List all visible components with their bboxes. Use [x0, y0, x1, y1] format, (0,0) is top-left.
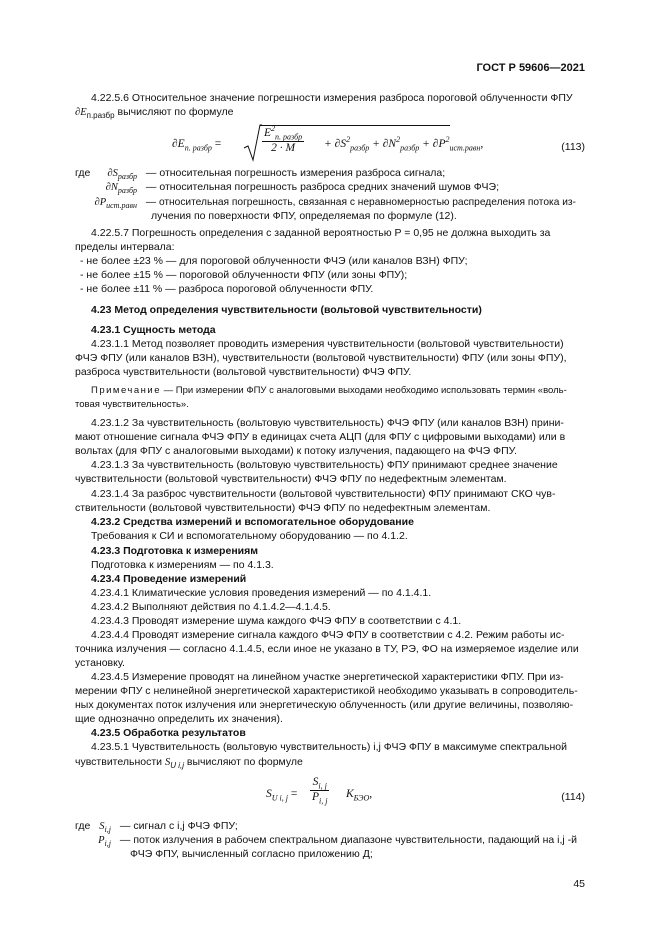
list-item: - не более ±15 % — пороговой облученности ФПУ (или зоны ФПУ); [80, 269, 408, 281]
fraction-den-sub: i, j [319, 795, 328, 805]
subsection-title-4-23-3: 4.23.3 Подготовка к измерениям [91, 545, 259, 557]
formula-113-tail: , [480, 138, 484, 150]
paragraph-4-23-4-1: 4.23.4.1 Климатические условия проведения измерений — по 4.1.4.1. [91, 587, 432, 599]
note [75, 384, 585, 398]
definition-row [75, 167, 585, 181]
paragraph-4-23-5-1: 4.23.5.1 Чувствительность (вольтовую чувствительность) i,j ФЧЭ ФПУ в максимуме спектральной [91, 741, 567, 753]
symbol-su: S [164, 757, 171, 768]
formula-113-term3: + ∂N [372, 138, 397, 150]
subsection-title-4-23-2: 4.23.2 Средства измерений и вспомогательное оборудование [91, 516, 414, 528]
paragraph-4-23-4-2: 4.23.4.2 Выполняют действия по 4.1.4.2—4.1.4.5. [91, 601, 331, 613]
symbol-su-sub: U i,j [170, 761, 184, 771]
def-prefix: где [75, 820, 91, 832]
paragraph-text: чувствительности [75, 756, 163, 768]
paragraph-4-22-5-7-cont: пределы интервала: [75, 241, 175, 253]
def-sub: разбр [117, 172, 137, 182]
list-item: - не более ±11 % — разброса пороговой облученности ФПУ. [80, 283, 374, 295]
paragraph-4-23-1-1-cont: разброса чувствительности (вольтовой чувствительности) ФЧЭ ФПУ. [75, 366, 412, 378]
paragraph-4-23-1-4-cont: ствительности (вольтовой чувствительности) ФЧЭ ФПУ по недефектным элементам. [75, 502, 491, 514]
formula-114-lhs: S [266, 788, 272, 800]
formula-114-lhs-sub: U i, j [271, 793, 288, 803]
equation-number-113: (113) [561, 141, 585, 153]
def-text: — относительная погрешность разброса средних значений шумов ФЧЭ; [145, 181, 499, 193]
symbol-de: ∂E [75, 107, 87, 118]
fraction-num-sub: п. разбр [275, 132, 303, 142]
def-symbol: ∂N [105, 182, 118, 193]
definition-row [75, 834, 585, 848]
paragraph-4-23-2: Требования к СИ и вспомогательному оборудованию — по 4.1.2. [91, 530, 408, 542]
fraction-den: 2 · M [271, 141, 296, 154]
formula-113-fraction [262, 124, 304, 155]
paragraph-4-23-1-1: 4.23.1.1 Метод позволяет проводить измерения чувствительности (вольтовой чувствительности) [91, 338, 564, 350]
paragraph-4-23-1-4: 4.23.1.4 За разброс чувствительности (вольтовой чувствительности) ФПУ принимают СКО чув- [91, 488, 556, 500]
formula-113-lhs-sub: п. разбр [184, 143, 212, 153]
formula-113-eq: = [214, 138, 222, 150]
def-text: — относительная погрешность, связанная с неравномерностью распределения потока из- [145, 197, 576, 208]
formula-113-term2: + ∂S [324, 138, 347, 150]
paragraph-4-23-4-3: 4.23.4.3 Проводят измерение шума каждого ФЧЭ ФПУ в соответствии с 4.1. [91, 615, 462, 627]
formula-114-tail: , [369, 788, 373, 800]
term4-sub: ист.равн [449, 143, 481, 153]
formula-114-k: K [346, 788, 354, 800]
paragraph-4-23-4-4: 4.23.4.4 Проводят измерение сигнала каждого ФЧЭ ФПУ в соответствии с 4.2. Режим работы ис- [91, 629, 565, 641]
formula-113-term4: + ∂P [422, 138, 446, 150]
paragraph-4-22-5-6: 4.22.5.6 Относительное значение погрешности измерения разброса пороговой облученности ФПУ [91, 92, 573, 104]
paragraph-4-22-5-6-cont [75, 106, 585, 120]
paragraph-4-23-1-3-cont: чувствительности (вольтовой чувствительности) ФЧЭ ФПУ по недефектным элементам. [75, 473, 507, 485]
term3-sup: 2 [396, 135, 401, 145]
subsection-title-4-23-4: 4.23.4 Проведение измерений [91, 573, 247, 585]
formula-114-eq: = [290, 788, 298, 800]
def-sub: i,j [104, 839, 111, 849]
def-sub: i,j [104, 825, 111, 835]
def-text: — поток излучения в рабочем спектральном диапазоне чувствительности, падающий на i,j -й [119, 834, 578, 846]
fraction-num: E [264, 127, 272, 139]
paragraph-4-23-4-5: 4.23.4.5 Измерение проводят на линейном участке энергетической характеристики ФПУ. При из- [91, 671, 564, 683]
subsection-title-4-23-5: 4.23.5 Обработка результатов [91, 727, 246, 739]
paragraph-4-23-1-1-cont: ФЧЭ ФПУ (или каналов ВЗН), чувствительности (вольтовой чувствительности) ФПУ (или зоны ФПУ), [75, 352, 567, 364]
fraction-num-sup: 2 [271, 124, 276, 134]
formula-114 [266, 776, 416, 812]
fraction-num-sub: i, j [318, 781, 327, 791]
definition-row [75, 196, 585, 210]
paragraph-4-23-5-1-cont [75, 756, 585, 770]
paragraph-4-23-1-3: 4.23.1.3 За чувствительность (вольтовую чувствительность) ФПУ принимают среднее значение [91, 459, 558, 471]
definition-row-cont: лучения по поверхности ФПУ, определяемая по формуле (12). [151, 210, 457, 222]
sqrt-sign-icon [242, 124, 262, 164]
term3-sub: разбр [400, 143, 420, 153]
paragraph-4-22-5-7: 4.22.5.7 Погрешность определения с заданной вероятностью P = 0,95 не должна выходить за [91, 227, 551, 239]
sqrt-bar [260, 125, 450, 126]
def-text: — относительная погрешность измерения разброса сигнала; [145, 167, 446, 179]
paragraph-4-23-1-2: 4.23.1.2 За чувствительность (вольтовую чувствительность) ФЧЭ ФПУ (или каналов ВЗН) прини- [91, 417, 564, 429]
paragraph-4-23-1-2-cont: вольтах (для ФПУ с аналоговыми выходами) к потоку излучения, падающего на ФЧЭ ФПУ. [75, 445, 517, 457]
term2-sub: разбр [350, 143, 370, 153]
def-symbol: ∂S [107, 168, 118, 179]
paragraph-4-23-1-2-cont: мают отношение сигнала ФЧЭ ФПУ в единицах счета АЦП (для ФПУ с цифровыми выходами) или в [75, 431, 566, 443]
paragraph-4-23-4-4-cont: установку. [75, 657, 125, 669]
definition-row [75, 820, 585, 834]
standard-header: ГОСТ Р 59606—2021 [476, 62, 585, 74]
paragraph-4-23-3: Подготовка к измерениям — по 4.1.3. [91, 559, 274, 571]
definition-row-cont: ФЧЭ ФПУ, вычисленный согласно приложению Д; [130, 848, 373, 860]
paragraph-4-23-4-5-cont: щие однозначно определить их значения). [75, 713, 283, 725]
formula-113-lhs: ∂E [172, 138, 185, 150]
def-sub: разбр [117, 186, 137, 196]
formula-114-fraction [310, 776, 329, 804]
fraction-num: S [312, 776, 319, 788]
term2-sup: 2 [346, 135, 351, 145]
definition-row [75, 181, 585, 195]
section-title-4-23: 4.23 Метод определения чувствительности (вольтовой чувствительности) [91, 304, 482, 316]
def-symbol: P [98, 835, 105, 846]
note-label: Примечание [91, 385, 161, 396]
formula-113 [172, 124, 484, 164]
note-cont: товая чувствительность». [75, 399, 189, 410]
fraction-den: P [312, 790, 320, 803]
term4-sup: 2 [445, 135, 450, 145]
subsection-title-4-23-1: 4.23.1 Сущность метода [91, 324, 216, 336]
equation-number-114: (114) [561, 791, 585, 803]
paragraph-text: вычисляют по формуле [186, 756, 303, 768]
def-sub: ист.равн [106, 201, 137, 211]
symbol-de-sub: п.разбр [86, 111, 115, 121]
formula-114-k-sub: БЭО [353, 793, 370, 803]
list-item: - не более ±23 % — для пороговой облученности ФЧЭ (или каналов ВЗН) ФПУ; [80, 255, 468, 267]
note-text: — При измерении ФПУ с аналоговыми выходами необходимо использовать термин «воль- [163, 385, 567, 396]
def-symbol: S [99, 821, 105, 832]
def-symbol: ∂P [94, 197, 107, 208]
paragraph-4-23-4-4-cont: точника излучения — согласно 4.1.4.5, если иное не указано в ТУ, РЭ, ФО на измеряемое изделие или [75, 643, 579, 655]
paragraph-4-23-4-5-cont: ных документах поток излучения или энергетическую облученность (или другие величины, позволяю- [75, 699, 574, 711]
def-prefix: где [75, 167, 91, 179]
page-number: 45 [573, 878, 585, 890]
def-text: — сигнал с i,j ФЧЭ ФПУ; [119, 820, 238, 832]
paragraph-4-23-4-5-cont: мерении ФПУ с нелинейной энергетической характеристикой необходимо указывать в сопроводитель- [75, 685, 578, 697]
paragraph-text: вычисляют по формуле [117, 106, 234, 118]
